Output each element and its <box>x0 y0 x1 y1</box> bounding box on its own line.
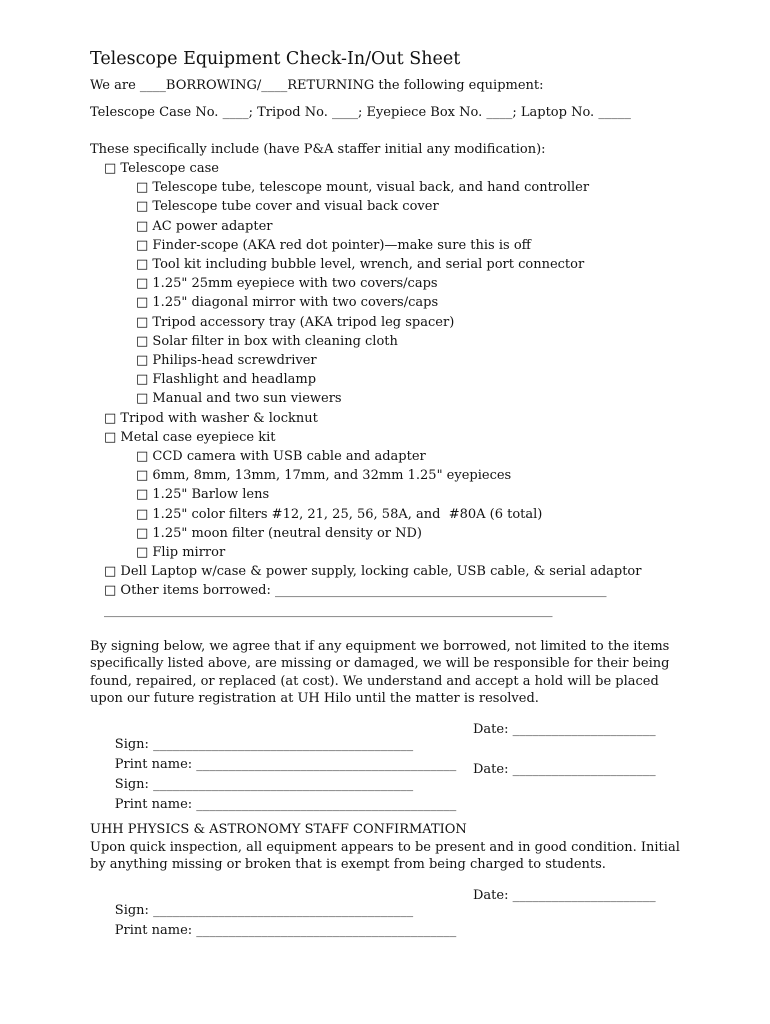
document-page <box>90 48 690 938</box>
borrow-return-line: We are ____BORROWING/____RETURNING the following equipment: <box>90 78 544 93</box>
checklist-item[interactable]: □ Tripod with washer & locknut <box>104 410 318 426</box>
equipment-numbers-line: Telescope Case No. ____; Tripod No. ____; Eyepiece Box No. ____; Laptop No. _____ <box>90 105 631 120</box>
checklist-item[interactable]: □ 6mm, 8mm, 13mm, 17mm, and 32mm 1.25" eyepieces <box>136 468 512 484</box>
date-field[interactable]: Date: ______________________ <box>473 887 656 903</box>
checklist-item[interactable]: □ Philips-head screwdriver <box>136 353 317 369</box>
sign-field[interactable]: Sign: ________________________________________ <box>114 736 414 752</box>
sign-field[interactable]: Sign: ________________________________________ <box>114 902 414 918</box>
checklist-item[interactable]: □ Flashlight and headlamp <box>136 372 317 388</box>
checklist-item[interactable]: □ 1.25" 25mm eyepiece with two covers/caps <box>136 276 438 292</box>
print-name-row <box>90 782 690 812</box>
staff-heading: UHH PHYSICS & ASTRONOMY STAFF CONFIRMATION <box>90 821 467 837</box>
checklist-item[interactable]: □ 1.25" moon filter (neutral density or ND) <box>136 525 422 541</box>
checklist-item[interactable]: □ CCD camera with USB cable and adapter <box>136 449 426 465</box>
checklist-item[interactable]: □ Finder-scope (AKA red dot pointer)—make sure this is off <box>136 237 531 253</box>
checklist-item[interactable]: □ Solar filter in box with cleaning cloth <box>136 333 398 349</box>
checklist-item[interactable]: □ Telescope tube, telescope mount, visual back, and hand controller <box>136 180 590 196</box>
checklist-item[interactable]: □ AC power adapter <box>136 218 273 234</box>
checklist-item[interactable]: □ Dell Laptop w/case & power supply, locking cable, USB cable, & serial adaptor <box>104 564 642 580</box>
checklist-item[interactable]: □ 1.25" diagonal mirror with two covers/caps <box>136 295 439 311</box>
checklist-item[interactable]: □ Metal case eyepiece kit <box>104 429 276 445</box>
include-intro: These specifically include (have P&A staffer initial any modification): <box>90 142 546 157</box>
date-field[interactable]: Date: ______________________ <box>473 721 656 737</box>
checklist-item[interactable]: □ 1.25" color filters #12, 21, 25, 56, 58A, and #80A (6 total) <box>136 506 543 522</box>
staff-paragraph: Upon quick inspection, all equipment appears to be present and in good condition. Initial by anything missing or broken that is exempt from being charged to students. <box>90 839 680 873</box>
checklist-item[interactable]: □ Manual and two sun viewers <box>136 391 342 407</box>
agreement-paragraph: By signing below, we agree that if any equipment we borrowed, not limited to the items specifically listed above, are missing or damaged, we will be responsible for their being found, repaired, or replaced (at cost). We understand and accept a hold will be placed upon our future registration at UH Hilo until the matter is resolved. <box>90 638 670 707</box>
signature-row <box>90 761 690 792</box>
date-field[interactable]: Date: ______________________ <box>473 761 656 777</box>
signature-row <box>90 721 690 752</box>
checklist-item[interactable]: □ Tool kit including bubble level, wrench, and serial port connector <box>136 257 585 273</box>
other-items-continuation-line: _____________________________________________________________________ <box>104 602 553 618</box>
borrower-signatures <box>90 721 690 812</box>
checklist-item[interactable]: □ Telescope tube cover and visual back cover <box>136 199 439 215</box>
sign-field[interactable]: Sign: ________________________________________ <box>114 776 414 792</box>
print-name-field[interactable]: Print name: ________________________________________ <box>114 922 457 938</box>
checklist-item[interactable]: □ Tripod accessory tray (AKA tripod leg spacer) <box>136 314 455 330</box>
checklist-item[interactable]: □ Flip mirror <box>136 545 226 561</box>
checklist-item[interactable]: □ Telescope case <box>104 161 219 176</box>
signature-row <box>90 887 690 918</box>
print-name-row <box>90 908 690 938</box>
staff-signature <box>90 887 690 938</box>
equipment-checklist <box>90 159 690 601</box>
checklist-item[interactable]: □ Other items borrowed: ___________________________________________________ <box>104 583 607 599</box>
page-title: Telescope Equipment Check-In/Out Sheet <box>90 49 461 69</box>
print-name-field[interactable]: Print name: ________________________________________ <box>114 796 457 812</box>
checklist-item[interactable]: □ 1.25" Barlow lens <box>136 487 270 503</box>
print-name-field[interactable]: Print name: ________________________________________ <box>114 756 457 772</box>
